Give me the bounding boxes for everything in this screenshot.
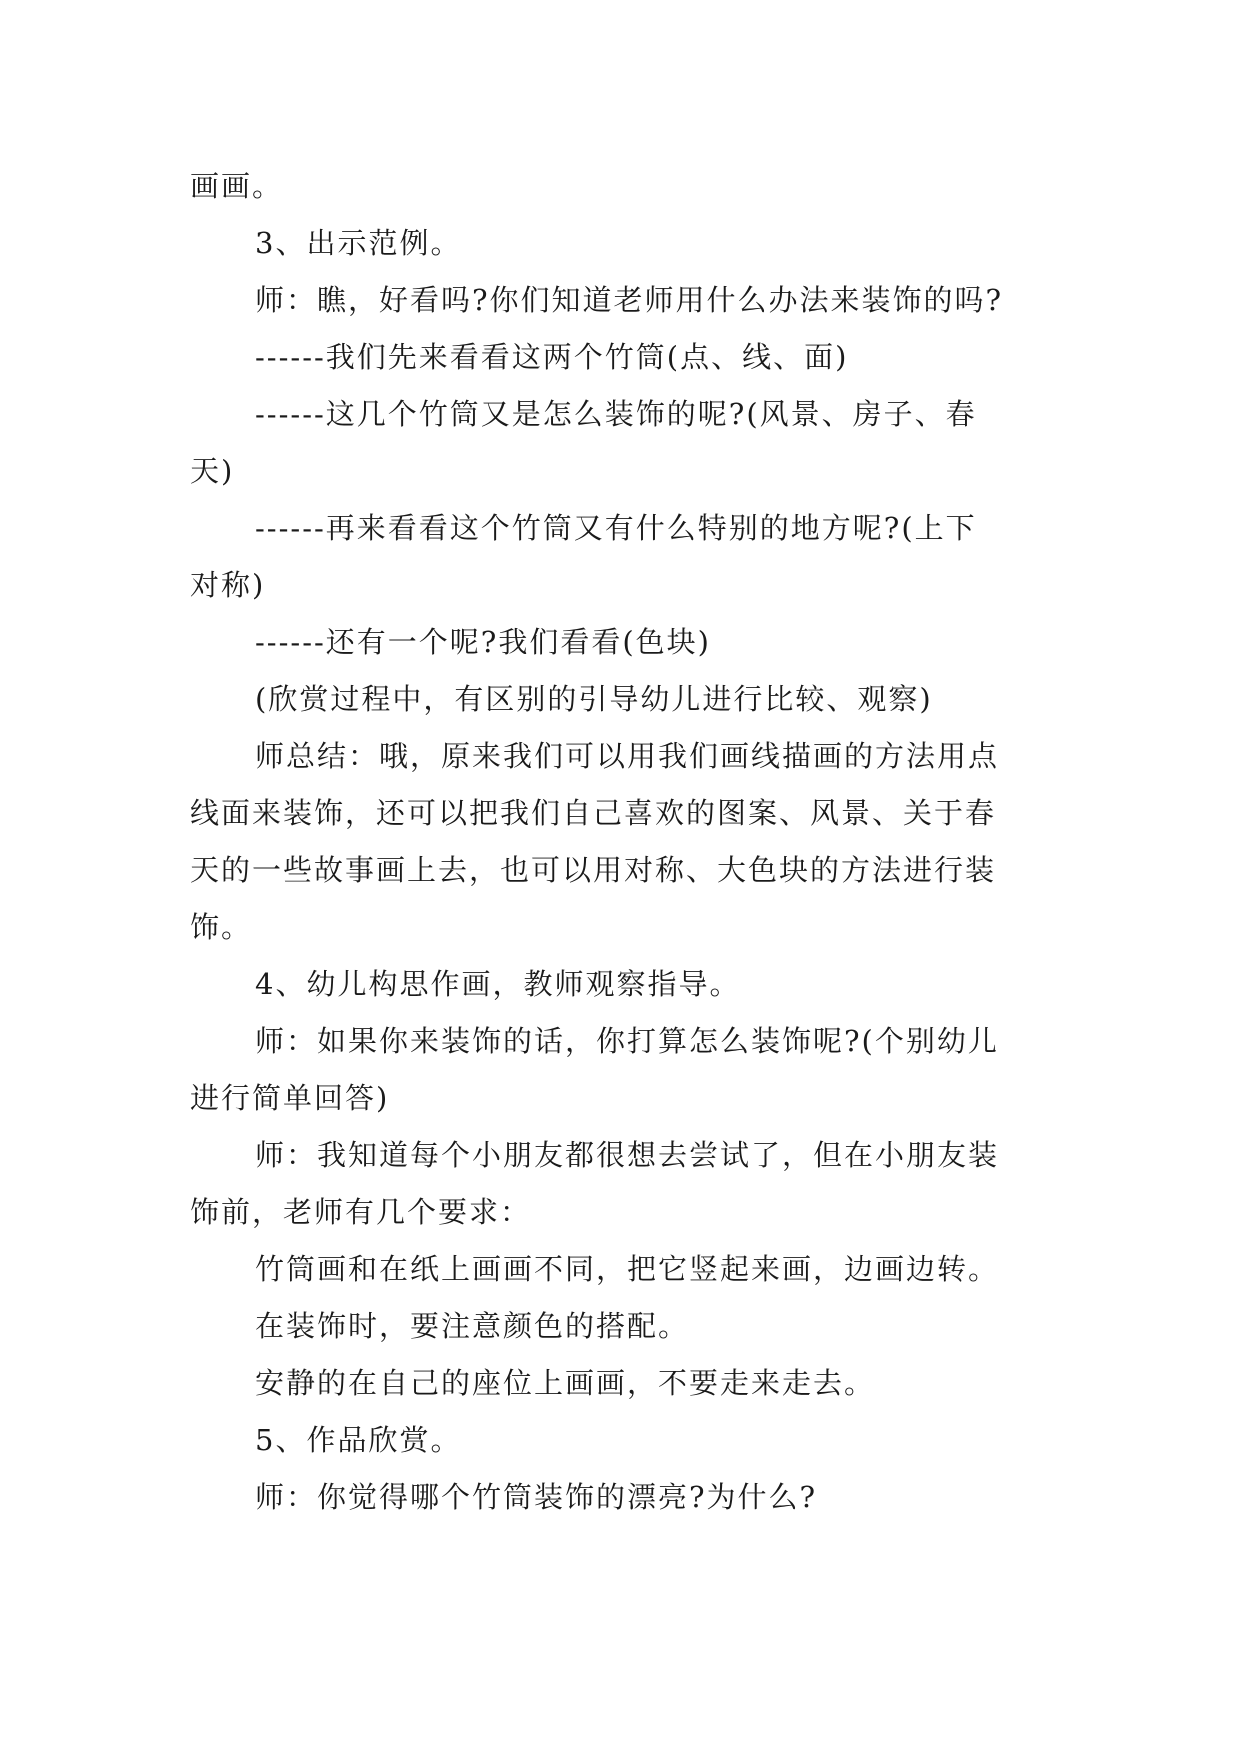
text-line: ------这几个竹筒又是怎么装饰的呢?(风景、房子、春 (255, 397, 977, 431)
text-line: 师：瞧，好看吗?你们知道老师用什么办法来装饰的吗? (255, 283, 1004, 317)
text-line: 师：如果你来装饰的话，你打算怎么装饰呢?(个别幼儿 (255, 1024, 999, 1058)
text-line: 竹筒画和在纸上画画不同，把它竖起来画，边画边转。 (255, 1252, 1000, 1286)
text-line: ------再来看看这个竹筒又有什么特别的地方呢?(上下 (255, 511, 977, 545)
section-heading: 4、幼儿构思作画，教师观察指导。 (255, 967, 741, 1001)
text-line: 饰前，老师有几个要求： (190, 1195, 532, 1229)
section-heading: 5、作品欣赏。 (255, 1423, 462, 1457)
text-line: ------我们先来看看这两个竹筒(点、线、面) (255, 340, 849, 374)
text-line: ------还有一个呢?我们看看(色块) (255, 625, 711, 659)
text-line: 对称) (190, 568, 266, 602)
text-line: 进行简单回答) (190, 1081, 390, 1115)
text-line: 师：我知道每个小朋友都很想去尝试了，但在小朋友装 (255, 1138, 1000, 1172)
text-line: 师总结：哦，原来我们可以用我们画线描画的方法用点 (255, 739, 1000, 773)
text-line: 线面来装饰，还可以把我们自己喜欢的图案、风景、关于春 (190, 796, 997, 830)
text-line: 安静的在自己的座位上画画，不要走来走去。 (255, 1366, 876, 1400)
text-line: 画画。 (190, 169, 284, 203)
text-line: 在装饰时，要注意颜色的搭配。 (255, 1309, 690, 1343)
text-line: 饰。 (190, 910, 253, 944)
text-line: (欣赏过程中，有区别的引导幼儿进行比较、观察) (255, 682, 933, 716)
text-line: 师：你觉得哪个竹筒装饰的漂亮?为什么? (255, 1480, 818, 1514)
section-heading: 3、出示范例。 (255, 226, 462, 260)
text-line: 天的一些故事画上去，也可以用对称、大色块的方法进行装 (190, 853, 997, 887)
text-line: 天) (190, 454, 235, 488)
